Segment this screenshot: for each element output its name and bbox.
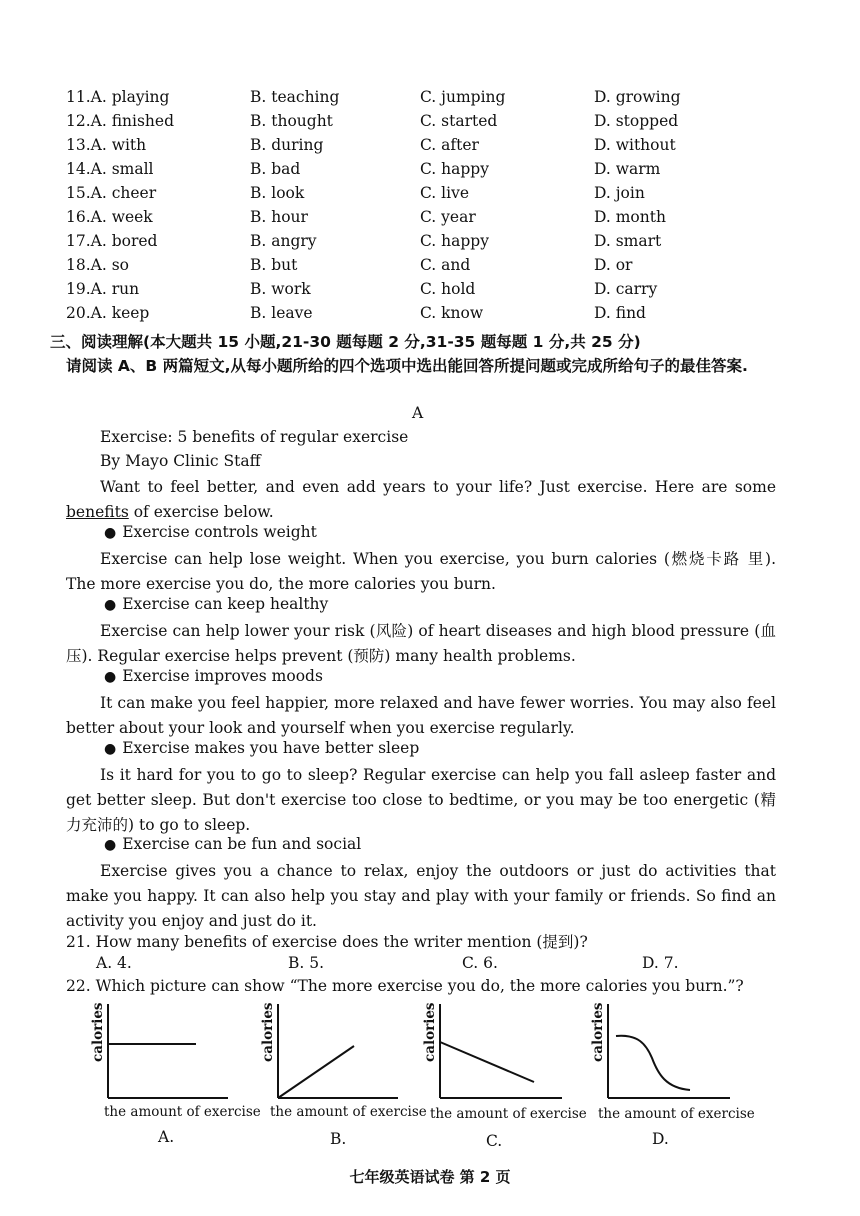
- underlined-word: benefits: [66, 503, 129, 521]
- section-heading: 三、阅读理解(本大题共 15 小题,21-30 题每题 2 分,31-35 题每题 1 分,共 25 分): [50, 333, 641, 351]
- option-row: [66, 112, 766, 136]
- option-row: [66, 136, 766, 160]
- passage-label: A: [412, 404, 424, 422]
- graph-c-curve: [440, 1042, 534, 1082]
- option-c[interactable]: C. know: [420, 304, 484, 322]
- graph-d-curve: [616, 1036, 690, 1090]
- option-b[interactable]: B. leave: [250, 304, 313, 322]
- benefit-paragraph-5: Exercise gives you a chance to relax, enjoy the outdoors or just do activities that make you happy. It can also help you stay and play with your family or friends. So find an activity you enjoy and just do it.: [66, 862, 776, 930]
- graph-a-label: A.: [158, 1128, 175, 1146]
- benefit-paragraph-3: It can make you feel happier, more relaxed and have fewer worries. You may also feel better about your look and yourself when you exercise regularly.: [66, 694, 776, 737]
- option-a[interactable]: 17.A. bored: [66, 232, 158, 250]
- option-a[interactable]: 14.A. small: [66, 160, 154, 178]
- option-a[interactable]: 15.A. cheer: [66, 184, 157, 202]
- option-a[interactable]: 13.A. with: [66, 136, 147, 154]
- graph-b-xlabel: the amount of exercise: [270, 1104, 427, 1120]
- option-d[interactable]: D. stopped: [594, 112, 679, 130]
- option-row: [66, 160, 766, 184]
- option-row: [66, 256, 766, 280]
- q21-option-c[interactable]: C. 6.: [462, 954, 498, 972]
- option-d[interactable]: D. carry: [594, 280, 658, 298]
- page-footer: 七年级英语试卷 第 2 页: [349, 1168, 511, 1186]
- option-a[interactable]: 12.A. finished: [66, 112, 175, 130]
- option-d[interactable]: D. find: [594, 304, 646, 322]
- graph-d-ylabel: calories: [590, 1002, 606, 1062]
- option-c[interactable]: C. live: [420, 184, 470, 202]
- option-row: [66, 184, 766, 208]
- benefit-heading-4: ● Exercise makes you have better sleep: [104, 739, 419, 757]
- graph-d-label: D.: [652, 1130, 669, 1148]
- option-row: [66, 88, 766, 112]
- q21-option-a[interactable]: A. 4.: [96, 954, 132, 972]
- benefit-heading-3: ● Exercise improves moods: [104, 667, 323, 685]
- option-d[interactable]: D. growing: [594, 88, 681, 106]
- graph-c-ylabel: calories: [422, 1002, 438, 1062]
- option-a[interactable]: 20.A. keep: [66, 304, 150, 322]
- option-row: [66, 304, 766, 328]
- section-instruction: 请阅读 A、B 两篇短文,从每小题所给的四个选项中选出能回答所提问题或完成所给句子的最佳答案.: [66, 357, 748, 375]
- graph-c-xlabel: the amount of exercise: [430, 1106, 587, 1122]
- option-b[interactable]: B. bad: [250, 160, 301, 178]
- graph-a-ylabel: calories: [90, 1002, 106, 1062]
- graph-b-curve: [278, 1046, 354, 1098]
- option-b[interactable]: B. thought: [250, 112, 333, 130]
- passage-byline: By Mayo Clinic Staff: [100, 452, 261, 470]
- option-b[interactable]: B. but: [250, 256, 298, 274]
- option-a[interactable]: 16.A. week: [66, 208, 153, 226]
- option-row: [66, 208, 766, 232]
- option-b[interactable]: B. during: [250, 136, 324, 154]
- benefit-paragraph-1: Exercise can help lose weight. When you exercise, you burn calories (燃烧卡路 里). The more exercise you do, the more calories you burn.: [66, 550, 776, 593]
- graph-a[interactable]: [80, 1000, 261, 1150]
- option-d[interactable]: D. without: [594, 136, 676, 154]
- option-b[interactable]: B. angry: [250, 232, 317, 250]
- option-row: [66, 232, 766, 256]
- graph-b-ylabel: calories: [260, 1002, 276, 1062]
- benefit-heading-2: ● Exercise can keep healthy: [104, 595, 328, 613]
- benefit-paragraph-2: Exercise can help lower your risk (风险) of heart diseases and high blood pressure (血压). Regular exercise helps prevent (预防) many health problems.: [66, 622, 776, 665]
- q21-option-d[interactable]: D. 7.: [642, 954, 679, 972]
- graph-a-xlabel: the amount of exercise: [104, 1104, 261, 1120]
- option-c[interactable]: C. happy: [420, 160, 489, 178]
- option-b[interactable]: B. hour: [250, 208, 308, 226]
- graph-b-label: B.: [330, 1130, 347, 1148]
- option-c[interactable]: C. and: [420, 256, 471, 274]
- option-d[interactable]: D. smart: [594, 232, 662, 250]
- graph-b[interactable]: [250, 1000, 427, 1150]
- graph-c[interactable]: [412, 1000, 587, 1150]
- option-d[interactable]: D. or: [594, 256, 633, 274]
- question-22: 22. Which picture can show “The more exercise you do, the more calories you burn.”?: [66, 977, 744, 995]
- option-a[interactable]: 18.A. so: [66, 256, 129, 274]
- graph-d-xlabel: the amount of exercise: [598, 1106, 755, 1122]
- option-b[interactable]: B. teaching: [250, 88, 340, 106]
- question-21: 21. How many benefits of exercise does the writer mention (提到)?: [66, 933, 588, 951]
- option-d[interactable]: D. month: [594, 208, 666, 226]
- option-b[interactable]: B. work: [250, 280, 311, 298]
- benefit-heading-5: ● Exercise can be fun and social: [104, 835, 361, 853]
- option-d[interactable]: D. join: [594, 184, 645, 202]
- option-a[interactable]: 11.A. playing: [66, 88, 170, 106]
- option-a[interactable]: 19.A. run: [66, 280, 140, 298]
- option-d[interactable]: D. warm: [594, 160, 661, 178]
- passage-title: Exercise: 5 benefits of regular exercise: [100, 428, 409, 446]
- option-c[interactable]: C. year: [420, 208, 476, 226]
- option-c[interactable]: C. hold: [420, 280, 476, 298]
- graph-c-label: C.: [486, 1132, 503, 1150]
- option-c[interactable]: C. started: [420, 112, 498, 130]
- option-c[interactable]: C. happy: [420, 232, 489, 250]
- option-c[interactable]: C. after: [420, 136, 479, 154]
- passage-intro: Want to feel better, and even add years to your life? Just exercise. Here are some benefits of exercise below.: [66, 478, 776, 521]
- benefit-paragraph-4: Is it hard for you to go to sleep? Regular exercise can help you fall asleep faster and get better sleep. But don't exercise too close to bedtime, or you may be too energetic (精力充沛的) to go to sleep.: [66, 766, 776, 834]
- graph-d[interactable]: [580, 1000, 755, 1150]
- option-row: [66, 280, 766, 304]
- option-c[interactable]: C. jumping: [420, 88, 506, 106]
- benefit-heading-1: ● Exercise controls weight: [104, 523, 317, 541]
- q21-option-b[interactable]: B. 5.: [288, 954, 325, 972]
- option-b[interactable]: B. look: [250, 184, 305, 202]
